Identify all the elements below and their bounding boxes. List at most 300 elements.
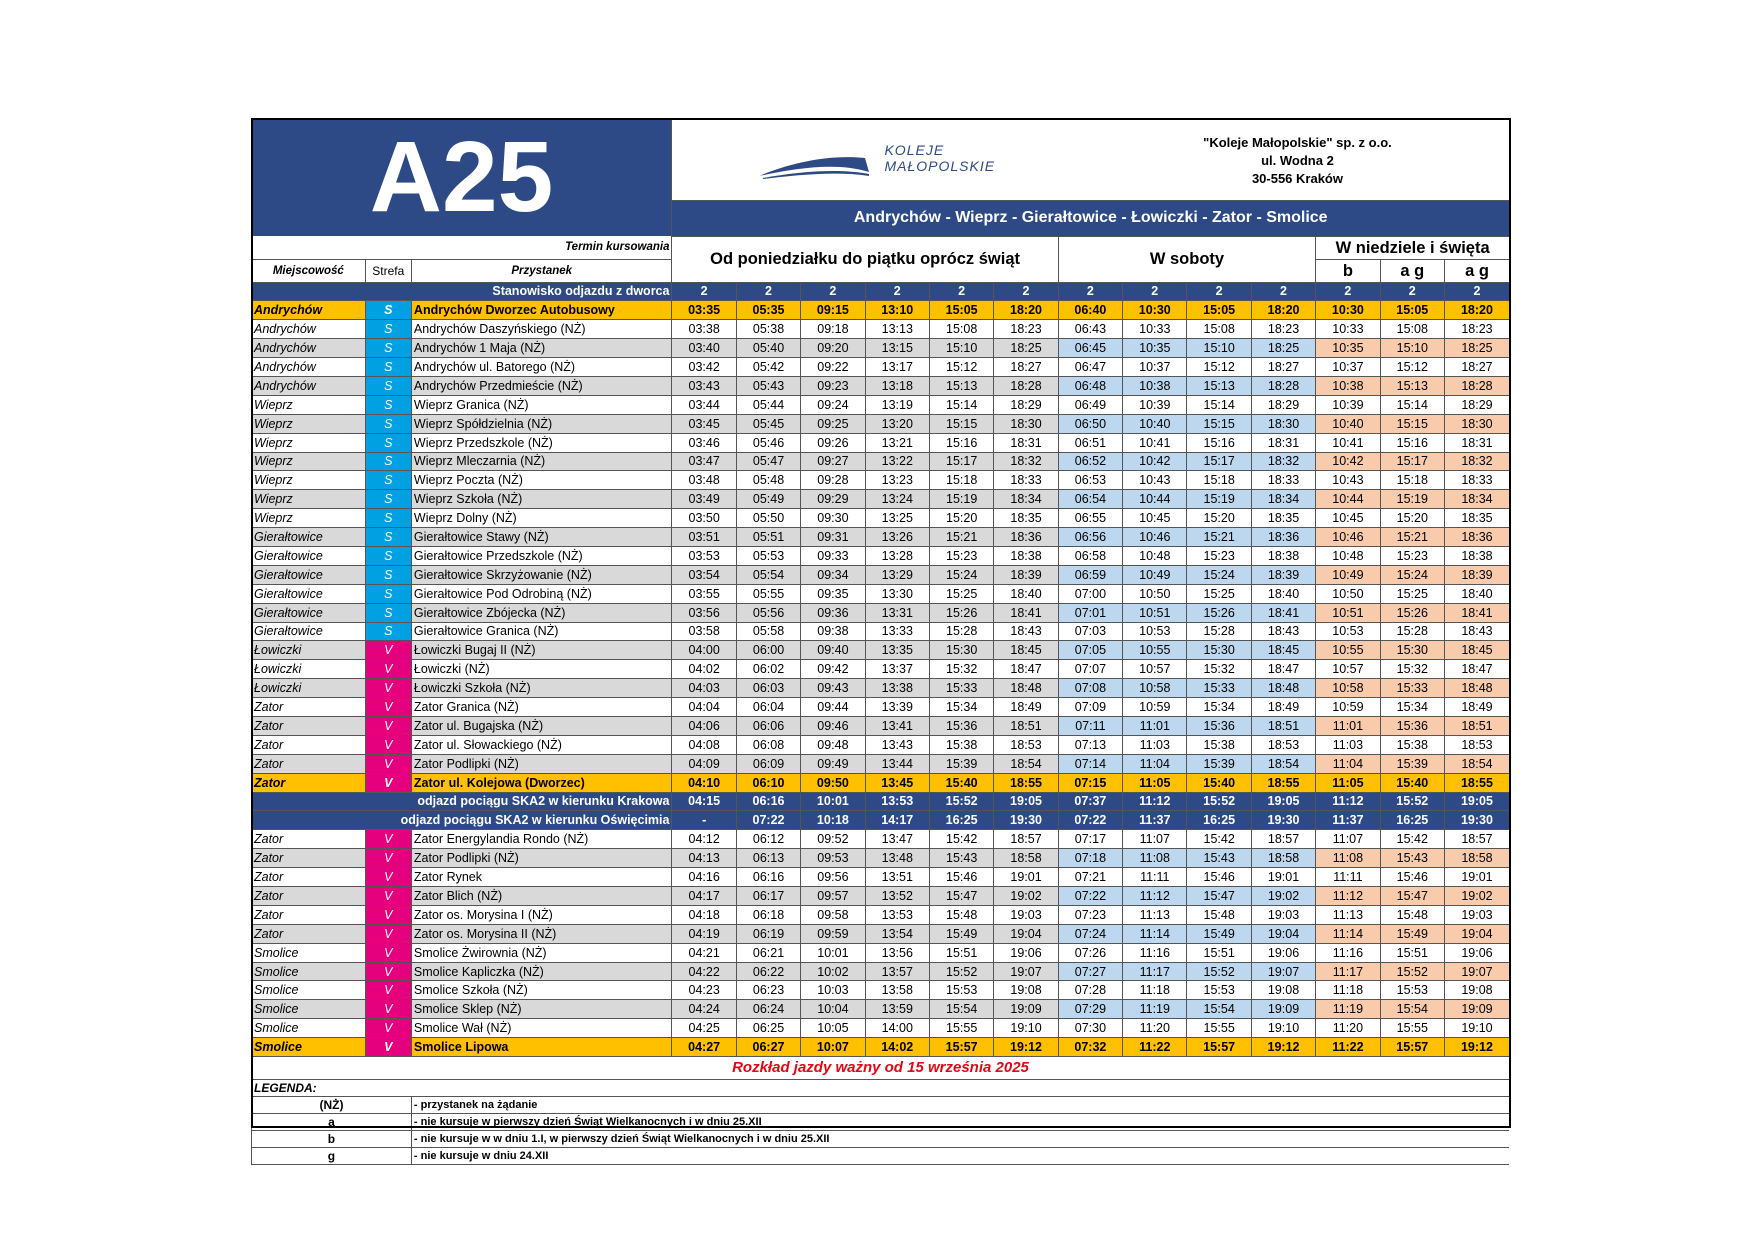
stop-name: Łowiczki Bugaj II (NŻ) (411, 641, 672, 660)
departure-time: 15:54 (1380, 1000, 1444, 1019)
locality-cell: Zator (252, 773, 366, 792)
departure-time: 07:08 (1058, 679, 1122, 698)
departure-time: 18:39 (994, 565, 1058, 584)
legend-title: LEGENDA: (252, 1080, 1510, 1097)
departure-time: 13:54 (865, 924, 929, 943)
departure-time: 09:44 (801, 698, 865, 717)
departure-time: 05:44 (736, 395, 800, 414)
departure-time: 13:45 (865, 773, 929, 792)
departure-time: 03:43 (672, 376, 736, 395)
departure-time: 13:15 (865, 339, 929, 358)
departure-time: 05:51 (736, 528, 800, 547)
departure-time: 11:08 (1316, 849, 1380, 868)
departure-time: 15:38 (1187, 735, 1251, 754)
departure-time: 18:58 (1251, 849, 1315, 868)
legend-text: - przystanek na żądanie (411, 1097, 1509, 1114)
departure-time: 07:18 (1058, 849, 1122, 868)
departure-time: 03:42 (672, 358, 736, 377)
stop-row (252, 584, 1510, 603)
departure-time: 15:24 (1187, 565, 1251, 584)
locality-cell: Smolice (252, 1019, 366, 1038)
departure-time: 06:45 (1058, 339, 1122, 358)
departure-time: 13:21 (865, 433, 929, 452)
departure-time: 10:33 (1123, 320, 1187, 339)
departure-time: 03:54 (672, 565, 736, 584)
departure-time: 18:29 (994, 395, 1058, 414)
stop-row (252, 301, 1510, 320)
departure-time: 18:57 (1251, 830, 1315, 849)
departure-time: 09:40 (801, 641, 865, 660)
stop-row (252, 395, 1510, 414)
departure-time: 11:11 (1316, 868, 1380, 887)
departure-time: 09:18 (801, 320, 865, 339)
platform-cell: 2 (1251, 282, 1315, 301)
departure-time: 13:18 (865, 376, 929, 395)
locality-cell: Łowiczki (252, 660, 366, 679)
departure-time: 13:44 (865, 754, 929, 773)
departure-time: 09:22 (801, 358, 865, 377)
departure-time: 06:16 (736, 868, 800, 887)
train-connection-label: odjazd pociągu SKA2 w kierunku Krakowa (252, 792, 672, 811)
weekday-header: Od poniedziałku do piątku oprócz świąt (672, 236, 1058, 282)
departure-time: 18:41 (1444, 603, 1509, 622)
departure-time: 09:29 (801, 490, 865, 509)
departure-time: 06:27 (736, 1038, 800, 1057)
departure-time: 11:19 (1123, 1000, 1187, 1019)
departure-time: 19:10 (1251, 1019, 1315, 1038)
stop-row (252, 528, 1510, 547)
departure-time: 11:16 (1123, 943, 1187, 962)
departure-time: 06:02 (736, 660, 800, 679)
departure-time: 15:39 (929, 754, 993, 773)
departure-time: 19:08 (1251, 981, 1315, 1000)
departure-time: 09:53 (801, 849, 865, 868)
departure-time: 15:23 (1187, 546, 1251, 565)
stop-row (252, 773, 1510, 792)
departure-time: 11:04 (1316, 754, 1380, 773)
departure-time: 15:36 (1380, 716, 1444, 735)
departure-time: 19:03 (994, 905, 1058, 924)
departure-time: 03:35 (672, 301, 736, 320)
timetable-sheet (251, 118, 1509, 1165)
departure-time: 15:39 (1380, 754, 1444, 773)
departure-time: 07:03 (1058, 622, 1122, 641)
departure-time: 13:20 (865, 414, 929, 433)
stop-row (252, 868, 1510, 887)
platform-cell: 2 (1444, 282, 1509, 301)
departure-time: 07:32 (1058, 1038, 1122, 1057)
stop-name: Wieprz Spółdzielnia (NŻ) (411, 414, 672, 433)
departure-time: 18:49 (1251, 698, 1315, 717)
departure-time: 07:22 (736, 811, 800, 830)
platform-cell: 2 (929, 282, 993, 301)
departure-time: 18:55 (994, 773, 1058, 792)
locality-cell: Wieprz (252, 471, 366, 490)
zone-cell: S (365, 565, 411, 584)
departure-time: 04:00 (672, 641, 736, 660)
departure-time: 06:58 (1058, 546, 1122, 565)
stop-row (252, 358, 1510, 377)
departure-time: 07:11 (1058, 716, 1122, 735)
zone-cell: S (365, 471, 411, 490)
departure-time: 10:53 (1316, 622, 1380, 641)
departure-time: 15:20 (1187, 509, 1251, 528)
departure-time: 06:49 (1058, 395, 1122, 414)
platform-cell: 2 (672, 282, 736, 301)
departure-time: 15:08 (929, 320, 993, 339)
locality-cell: Smolice (252, 943, 366, 962)
departure-time: 05:56 (736, 603, 800, 622)
stop-name: Andrychów 1 Maja (NŻ) (411, 339, 672, 358)
departure-time: 04:16 (672, 868, 736, 887)
departure-time: 11:05 (1123, 773, 1187, 792)
departure-time: 15:52 (1187, 792, 1251, 811)
departure-time: 18:48 (994, 679, 1058, 698)
departure-time: 15:49 (929, 924, 993, 943)
departure-time: 18:49 (1444, 698, 1509, 717)
stop-row (252, 849, 1510, 868)
departure-time: 11:03 (1316, 735, 1380, 754)
departure-time: 18:20 (994, 301, 1058, 320)
stop-row (252, 754, 1510, 773)
departure-time: 18:34 (994, 490, 1058, 509)
departure-time: 09:24 (801, 395, 865, 414)
zone-cell: S (365, 301, 411, 320)
departure-time: 07:07 (1058, 660, 1122, 679)
departure-time: 13:10 (865, 301, 929, 320)
departure-time: 18:33 (1251, 471, 1315, 490)
zone-cell: V (365, 660, 411, 679)
locality-cell: Gierałtowice (252, 603, 366, 622)
departure-time: 13:52 (865, 887, 929, 906)
departure-time: 19:05 (994, 792, 1058, 811)
departure-time: 15:47 (1380, 887, 1444, 906)
departure-time: 06:40 (1058, 301, 1122, 320)
departure-time: 09:59 (801, 924, 865, 943)
zone-cell: S (365, 509, 411, 528)
departure-time: 18:48 (1251, 679, 1315, 698)
departure-time: 10:38 (1123, 376, 1187, 395)
departure-time: 11:14 (1123, 924, 1187, 943)
departure-time: 10:44 (1123, 490, 1187, 509)
departure-time: 10:58 (1123, 679, 1187, 698)
departure-time: 07:24 (1058, 924, 1122, 943)
departure-time: 11:20 (1316, 1019, 1380, 1038)
departure-time: 11:37 (1316, 811, 1380, 830)
departure-time: 06:56 (1058, 528, 1122, 547)
departure-time: 03:58 (672, 622, 736, 641)
departure-time: 11:14 (1316, 924, 1380, 943)
departure-time: 19:30 (1251, 811, 1315, 830)
departure-time: 07:29 (1058, 1000, 1122, 1019)
departure-time: 15:48 (929, 905, 993, 924)
departure-time: 10:37 (1316, 358, 1380, 377)
platform-cell: 2 (994, 282, 1058, 301)
locality-cell: Zator (252, 754, 366, 773)
stop-row (252, 924, 1510, 943)
departure-time: 09:56 (801, 868, 865, 887)
departure-time: 10:05 (801, 1019, 865, 1038)
departure-time: 18:36 (994, 528, 1058, 547)
departure-time: 06:13 (736, 849, 800, 868)
departure-time: 18:39 (1251, 565, 1315, 584)
departure-time: 09:33 (801, 546, 865, 565)
departure-time: 15:42 (929, 830, 993, 849)
departure-time: 06:53 (1058, 471, 1122, 490)
locality-cell: Andrychów (252, 376, 366, 395)
departure-time: 11:01 (1123, 716, 1187, 735)
departure-time: 10:43 (1316, 471, 1380, 490)
stop-row (252, 735, 1510, 754)
departure-time: 19:12 (1444, 1038, 1509, 1057)
departure-time: 18:32 (994, 452, 1058, 471)
zone-cell: S (365, 433, 411, 452)
locality-cell: Andrychów (252, 320, 366, 339)
company-street: ul. Wodna 2 (1261, 153, 1334, 168)
departure-time: 04:24 (672, 1000, 736, 1019)
departure-time: 07:27 (1058, 962, 1122, 981)
departure-time: 18:43 (1444, 622, 1509, 641)
stop-row (252, 471, 1510, 490)
departure-time: 15:52 (1380, 962, 1444, 981)
departure-time: 04:15 (672, 792, 736, 811)
departure-time: 07:23 (1058, 905, 1122, 924)
departure-time: 15:12 (1380, 358, 1444, 377)
departure-time: 18:51 (994, 716, 1058, 735)
stop-name: Smolice Wał (NŻ) (411, 1019, 672, 1038)
stop-name: Andrychów Daszyńskiego (NŻ) (411, 320, 672, 339)
departure-time: 18:27 (1444, 358, 1509, 377)
departure-time: 10:55 (1123, 641, 1187, 660)
departure-time: 18:45 (1251, 641, 1315, 660)
departure-time: 10:18 (801, 811, 865, 830)
locality-cell: Gierałtowice (252, 528, 366, 547)
departure-time: 15:15 (1380, 414, 1444, 433)
logo-line1: KOLEJE (884, 142, 945, 158)
departure-time: 18:45 (994, 641, 1058, 660)
stop-name: Gierałtowice Pod Odrobiną (NŻ) (411, 584, 672, 603)
departure-time: 18:47 (1251, 660, 1315, 679)
departure-time: 15:49 (1187, 924, 1251, 943)
stop-row (252, 1038, 1510, 1057)
departure-time: 13:41 (865, 716, 929, 735)
departure-time: 07:01 (1058, 603, 1122, 622)
departure-time: 15:42 (1187, 830, 1251, 849)
departure-time: 15:18 (1187, 471, 1251, 490)
departure-time: 14:02 (865, 1038, 929, 1057)
stop-row (252, 320, 1510, 339)
departure-time: 06:12 (736, 830, 800, 849)
departure-time: 06:17 (736, 887, 800, 906)
departure-time: 18:23 (1444, 320, 1509, 339)
legend-text: - nie kursuje w dniu 24.XII (411, 1148, 1509, 1165)
departure-time: 18:38 (994, 546, 1058, 565)
departure-time: 11:08 (1123, 849, 1187, 868)
departure-time: 13:28 (865, 546, 929, 565)
legend-text: - nie kursuje w pierwszy dzień Świąt Wielkanocnych i w dniu 25.XII (411, 1114, 1509, 1131)
departure-time: 15:38 (1380, 735, 1444, 754)
departure-time: 11:01 (1316, 716, 1380, 735)
departure-time: 15:46 (929, 868, 993, 887)
departure-time: 18:40 (1444, 584, 1509, 603)
departure-time: 03:51 (672, 528, 736, 547)
departure-time: 15:19 (1380, 490, 1444, 509)
zone-cell: S (365, 358, 411, 377)
departure-time: 15:48 (1380, 905, 1444, 924)
departure-time: 11:12 (1316, 887, 1380, 906)
locality-cell: Andrychów (252, 358, 366, 377)
departure-time: 10:46 (1316, 528, 1380, 547)
locality-cell: Wieprz (252, 433, 366, 452)
departure-time: 06:00 (736, 641, 800, 660)
locality-cell: Gierałtowice (252, 584, 366, 603)
sun-mark-3: a g (1444, 259, 1509, 282)
departure-time: 15:32 (1380, 660, 1444, 679)
stop-name: Andrychów ul. Batorego (NŻ) (411, 358, 672, 377)
departure-time: 07:13 (1058, 735, 1122, 754)
departure-time: 06:18 (736, 905, 800, 924)
departure-time: 18:36 (1444, 528, 1509, 547)
zone-cell: S (365, 452, 411, 471)
departure-time: 15:13 (1187, 376, 1251, 395)
departure-time: - (672, 811, 736, 830)
valid-from: Rozkład jazdy ważny od 15 września 2025 (252, 1057, 1510, 1080)
departure-time: 06:03 (736, 679, 800, 698)
przystanek-header: Przystanek (411, 259, 672, 282)
stop-name: Zator ul. Kolejowa (Dworzec) (411, 773, 672, 792)
departure-time: 15:14 (1187, 395, 1251, 414)
zone-cell: V (365, 716, 411, 735)
departure-time: 06:51 (1058, 433, 1122, 452)
departure-time: 15:12 (929, 358, 993, 377)
locality-cell: Gierałtowice (252, 546, 366, 565)
departure-time: 15:40 (1380, 773, 1444, 792)
departure-time: 06:08 (736, 735, 800, 754)
departure-time: 19:07 (1444, 962, 1509, 981)
departure-time: 13:17 (865, 358, 929, 377)
departure-time: 19:02 (1251, 887, 1315, 906)
departure-time: 18:39 (1444, 565, 1509, 584)
departure-time: 05:42 (736, 358, 800, 377)
stop-row (252, 943, 1510, 962)
departure-time: 15:46 (1187, 868, 1251, 887)
departure-time: 18:41 (1251, 603, 1315, 622)
zone-cell: V (365, 962, 411, 981)
departure-time: 03:47 (672, 452, 736, 471)
departure-time: 18:28 (994, 376, 1058, 395)
stanowisko-label: Stanowisko odjazdu z dworca (252, 282, 672, 301)
departure-time: 18:48 (1444, 679, 1509, 698)
departure-time: 09:34 (801, 565, 865, 584)
departure-time: 13:48 (865, 849, 929, 868)
departure-time: 19:09 (994, 1000, 1058, 1019)
stop-row (252, 433, 1510, 452)
departure-time: 18:25 (1251, 339, 1315, 358)
departure-time: 10:45 (1123, 509, 1187, 528)
departure-time: 09:46 (801, 716, 865, 735)
departure-time: 03:55 (672, 584, 736, 603)
departure-time: 19:10 (994, 1019, 1058, 1038)
stop-row (252, 660, 1510, 679)
departure-time: 05:45 (736, 414, 800, 433)
departure-time: 10:51 (1316, 603, 1380, 622)
departure-time: 19:09 (1251, 1000, 1315, 1019)
zone-cell: S (365, 376, 411, 395)
departure-time: 03:48 (672, 471, 736, 490)
departure-time: 07:21 (1058, 868, 1122, 887)
departure-time: 19:04 (1251, 924, 1315, 943)
stop-name: Smolice Żwirownia (NŻ) (411, 943, 672, 962)
departure-time: 15:53 (929, 981, 993, 1000)
zone-cell: S (365, 339, 411, 358)
departure-time: 10:35 (1123, 339, 1187, 358)
departure-time: 15:33 (1380, 679, 1444, 698)
departure-time: 18:25 (994, 339, 1058, 358)
departure-time: 19:02 (994, 887, 1058, 906)
departure-time: 10:59 (1123, 698, 1187, 717)
stop-row (252, 981, 1510, 1000)
stop-row (252, 565, 1510, 584)
stop-row (252, 830, 1510, 849)
stop-row (252, 1019, 1510, 1038)
line-number: A25 (252, 118, 672, 236)
stop-name: Smolice Szkoła (NŻ) (411, 981, 672, 1000)
departure-time: 15:20 (929, 509, 993, 528)
departure-time: 15:18 (1380, 471, 1444, 490)
departure-time: 15:53 (1380, 981, 1444, 1000)
departure-time: 10:01 (801, 943, 865, 962)
departure-time: 15:23 (929, 546, 993, 565)
zone-cell: S (365, 414, 411, 433)
departure-time: 18:35 (994, 509, 1058, 528)
departure-time: 06:50 (1058, 414, 1122, 433)
platform-cell: 2 (1187, 282, 1251, 301)
locality-cell: Zator (252, 849, 366, 868)
departure-time: 10:51 (1123, 603, 1187, 622)
departure-time: 18:33 (994, 471, 1058, 490)
departure-time: 10:57 (1123, 660, 1187, 679)
departure-time: 06:21 (736, 943, 800, 962)
departure-time: 10:58 (1316, 679, 1380, 698)
departure-time: 10:50 (1123, 584, 1187, 603)
departure-time: 18:32 (1251, 452, 1315, 471)
departure-time: 13:57 (865, 962, 929, 981)
departure-time: 15:54 (1187, 1000, 1251, 1019)
platform-cell: 2 (1058, 282, 1122, 301)
locality-cell: Wieprz (252, 414, 366, 433)
locality-cell: Łowiczki (252, 641, 366, 660)
departure-time: 15:05 (929, 301, 993, 320)
zone-cell: V (365, 981, 411, 1000)
departure-time: 09:26 (801, 433, 865, 452)
departure-time: 13:33 (865, 622, 929, 641)
locality-cell: Łowiczki (252, 679, 366, 698)
platform-cell: 2 (801, 282, 865, 301)
departure-time: 18:54 (1444, 754, 1509, 773)
departure-time: 15:51 (929, 943, 993, 962)
departure-time: 15:08 (1187, 320, 1251, 339)
stop-name: Zator Blich (NŻ) (411, 887, 672, 906)
departure-time: 05:38 (736, 320, 800, 339)
departure-time: 05:53 (736, 546, 800, 565)
stop-name: Wieprz Poczta (NŻ) (411, 471, 672, 490)
departure-time: 15:19 (1187, 490, 1251, 509)
departure-time: 19:03 (1251, 905, 1315, 924)
departure-time: 14:17 (865, 811, 929, 830)
departure-time: 15:26 (929, 603, 993, 622)
departure-time: 15:57 (1380, 1038, 1444, 1057)
departure-time: 07:22 (1058, 811, 1122, 830)
